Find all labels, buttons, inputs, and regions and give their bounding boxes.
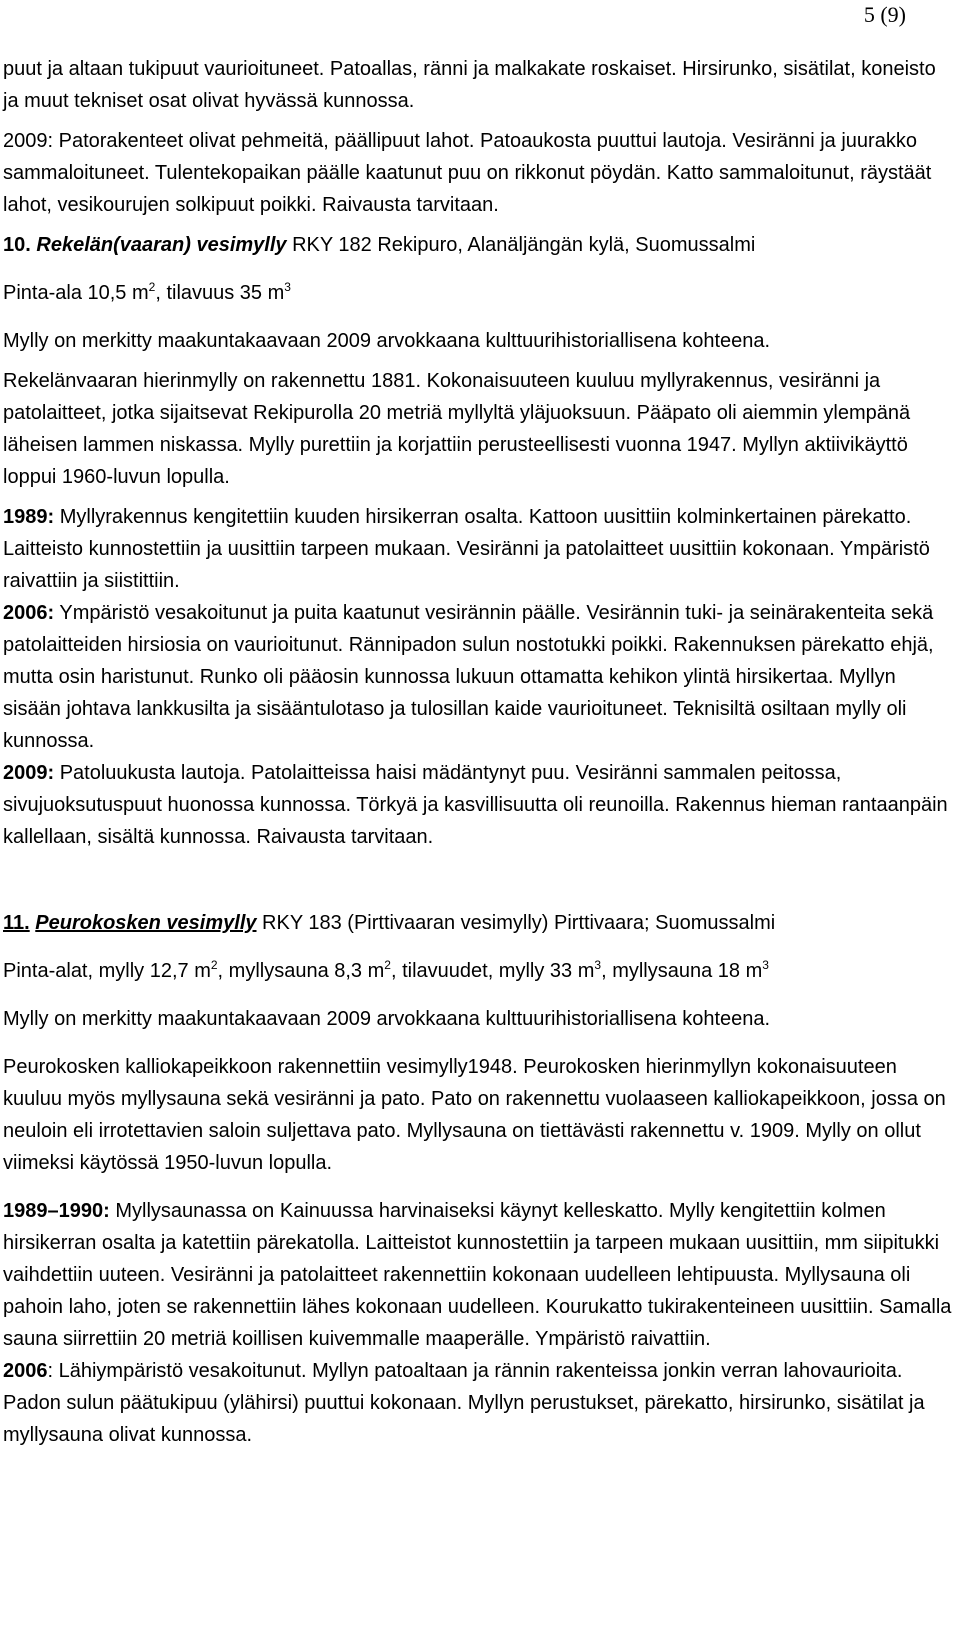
section-11-history: Peurokosken kalliokapeikkoon rakennettiin vesimylly1948. Peurokosken hierinmyllyn kokonaisuuteen kuuluu myös myllysauna sekä vesiränni ja pato. Pato on rakennettu vuolaaseen kalliokapeikkoon, jossa on neuloin eli irrotettavien saloin suljettava pato. Myllysauna on tiettävästi rakennettu v. 1909. Mylly on ollut viimeksi käytössä 1950-luvun lopulla. (3, 1056, 946, 1174)
section-10-name: Rekelän(vaaran) vesimylly (36, 234, 287, 256)
page-number: 5 (9) (863, 2, 906, 27)
section-11-1989-1990: 1989–1990: Myllysaunassa on Kainuussa harvinaiseksi käynyt kelleskatto. Mylly kengitettiin kolmen hirsikerran osalta ja katettiin pärekatolla. Laitteistot kunnostettiin ja tarpeen mukaan uusittiin, mm siipitukki vaihdettiin uuteen. Vesiränni ja patolaitteet rakennettiin kokonaan uudelleen lehtipuusta. Myllysauna oli pahoin laho, joten se rakennettiin lähes kokonaan uudelleen. Kourukatto tukirakenteineen uusittiin. Samalla sauna siirrettiin 20 metriä koillisen kuivemmalle maaperälle. Ympäristö raivattiin. (3, 1200, 952, 1350)
section-10-2006: 2006: Ympäristö vesakoitunut ja puita kaatunut vesirännin päälle. Vesirännin tuki- ja seinärakenteita sekä patolaitteiden hirsiosia on vaurioitunut. Rännipadon sulun nostotukki poikki. Rakennuksen pärekatto ehjä, mutta osin haristunut. Runko oli pääosin kunnossa lukuun ottamatta kehikon ylintä hirsikertaa. Myllyn sisään johtava lankkusilta ja sisääntulotaso ja tulosillan kaide vaurioituneet. Teknisiltä osiltaan mylly oli kunnossa. (3, 602, 934, 752)
section-11-heading (3, 907, 953, 939)
section-11-2006: 2006: Lähiympäristö vesakoitunut. Myllyn patoaltaan ja rännin rakenteissa jonkin verran lahovaurioita. Padon sulun päätukipuu (ylähirsi) puuttui kokonaan. Myllyn perustukset, pärekatto, hirsirunko, sisätilat ja myllysauna olivat kunnossa. (3, 1360, 925, 1446)
section-10-history: Rekelänvaaran hierinmylly on rakennettu 1881. Kokonaisuuteen kuuluu myllyrakennus, vesiränni ja patolaitteet, jotka sijaitsevat Rekipurolla 20 metriä myllyltä yläjuoksuun. Pääpato oli aiemmin ylempänä läheisen lammen niskassa. Mylly purettiin ja korjattiin perusteellisesti vuonna 1947. Myllyn aktiivikäyttö loppui 1960-luvun lopulla. (3, 370, 911, 488)
section-11-heading-rest: RKY 183 (Pirttivaaran vesimylly) Pirttivaara; Suomussalmi (256, 912, 776, 934)
section-11-name: Peurokosken vesimylly (35, 912, 257, 934)
section-11-area: Pinta-alat, mylly 12,7 $m^2$, myllysauna 8,3 $m^2$, tilavuudet, mylly 33 $m^3$, myllysauna 18 $m^3$ (3, 958, 769, 982)
section-10-heading-rest: RKY 182 Rekipuro, Alanäljängän kylä, Suomussalmi (286, 234, 756, 256)
section-10-2009: 2009: Patoluukusta lautoja. Patolaitteissa haisi mädäntynyt puu. Vesiränni sammalen peitossa, sivujuoksutuspuut huonossa kunnossa. Törkyä ja kasvillisuutta oli reunoilla. Rakennus hieman rantaanpäin kallellaan, sisältä kunnossa. Raivausta tarvitaan. (3, 762, 948, 848)
continuation-2009-paragraph: 2009: Patorakenteet olivat pehmeitä, päällipuut lahot. Patoaukosta puuttui lautoja. Vesiränni ja juurakko sammaloituneet. Tulentekopaikan päälle kaatunut puu on rikkonut pöydän. Katto sammaloitunut, räystäät lahot, vesikourujen solkipuut poikki. Raivausta tarvitaan. (3, 130, 932, 216)
continuation-paragraph: puut ja altaan tukipuut vaurioituneet. Patoallas, ränni ja malkakate roskaiset. Hirsirunko, sisätilat, koneisto ja muut tekniset osat olivat hyvässä kunnossa. (3, 58, 936, 112)
section-10-1989: 1989: Myllyrakennus kengitettiin kuuden hirsikerran osalta. Kattoon uusittiin kolminkertainen pärekatto. Laitteisto kunnostettiin ja uusittiin tarpeen mukaan. Vesiränni ja patolaitteet uusittiin kokonaan. Ympäristö raivattiin ja siistittiin. (3, 506, 930, 592)
section-10-heading (3, 229, 953, 261)
section-11-zoning: Mylly on merkitty maakuntakaavaan 2009 arvokkaana kulttuurihistoriallisena kohteena. (3, 1008, 771, 1030)
page-content (3, 53, 953, 1451)
section-10-zoning: Mylly on merkitty maakuntakaavaan 2009 arvokkaana kulttuurihistoriallisena kohteena. (3, 330, 771, 352)
section-10-number: 10. (3, 234, 31, 256)
section-10-area: Pinta-ala 10,5 $m^2$, tilavuus 35 $m^3$ (3, 280, 291, 304)
section-11-number: 11. (3, 912, 30, 934)
